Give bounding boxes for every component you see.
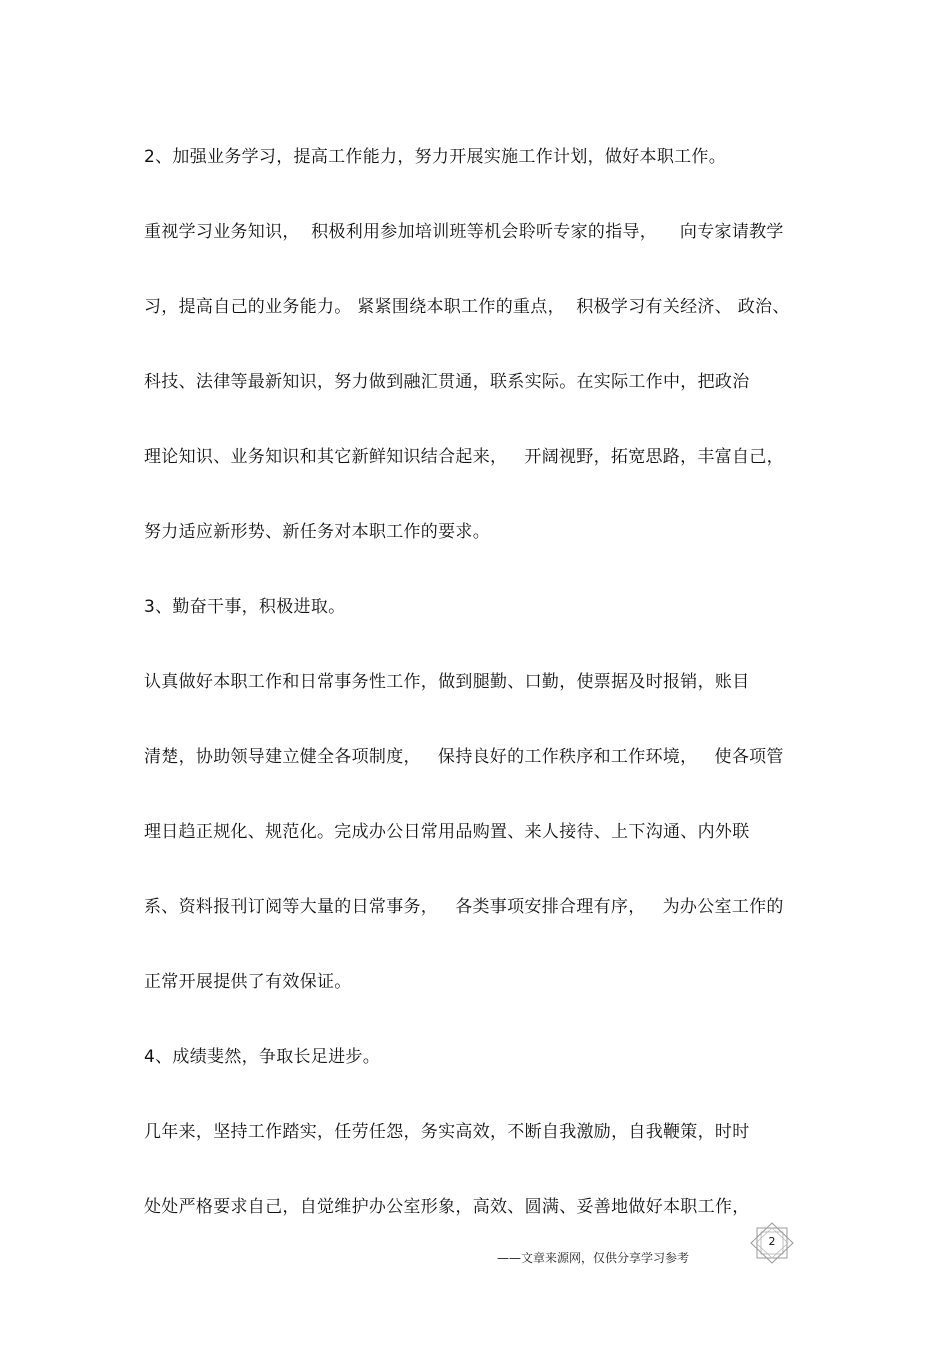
paragraph-line: 处处严格要求自己，自觉维护办公室形象，高效、圆满、妥善地做好本职工作， <box>144 1197 750 1217</box>
paragraph-line: 习，提高自己的业务能力。 紧紧围绕本职工作的重点， 积极学习有关经济、 政治、 <box>144 297 790 317</box>
heading-2: 2、加强业务学习，提高工作能力，努力开展实施工作计划，做好本职工作。 <box>144 147 727 167</box>
paragraph-line: 努力适应新形势、新任务对本职工作的要求。 <box>144 522 490 542</box>
paragraph-line: 系、资料报刊订阅等大量的日常事务， 各类事项安排合理有序， 为办公室工作的 <box>144 897 784 917</box>
heading-4: 4、成绩斐然，争取长足进步。 <box>144 1047 381 1067</box>
heading-3: 3、勤奋干事，积极进取。 <box>144 597 346 617</box>
page-number: 2 <box>768 1235 776 1248</box>
paragraph-line: 科技、法律等最新知识，努力做到融汇贯通，联系实际。在实际工作中，把政治 <box>144 372 750 392</box>
paragraph-line: 理论知识、业务知识和其它新鲜知识结合起来， 开阔视野，拓宽思路，丰富自己， <box>144 447 784 467</box>
footer-source-note: ——文章来源网，仅供分享学习参考 <box>497 1251 690 1265</box>
paragraph-line: 理日趋正规化、规范化。完成办公日常用品购置、来人接待、上下沟通、内外联 <box>144 822 750 842</box>
paragraph-line: 清楚，协助领导建立健全各项制度， 保持良好的工作秩序和工作环境， 使各项管 <box>144 747 784 767</box>
page-number-badge <box>748 1222 796 1264</box>
paragraph-line: 重视学习业务知识， 积极利用参加培训班等机会聆听专家的指导， 向专家请教学 <box>144 222 784 242</box>
paragraph-line: 几年来，坚持工作踏实，任劳任怨，务实高效，不断自我激励，自我鞭策，时时 <box>144 1122 750 1142</box>
paragraph-line: 认真做好本职工作和日常事务性工作，做到腿勤、口勤，使票据及时报销，账目 <box>144 672 750 692</box>
paragraph-line: 正常开展提供了有效保证。 <box>144 972 352 992</box>
